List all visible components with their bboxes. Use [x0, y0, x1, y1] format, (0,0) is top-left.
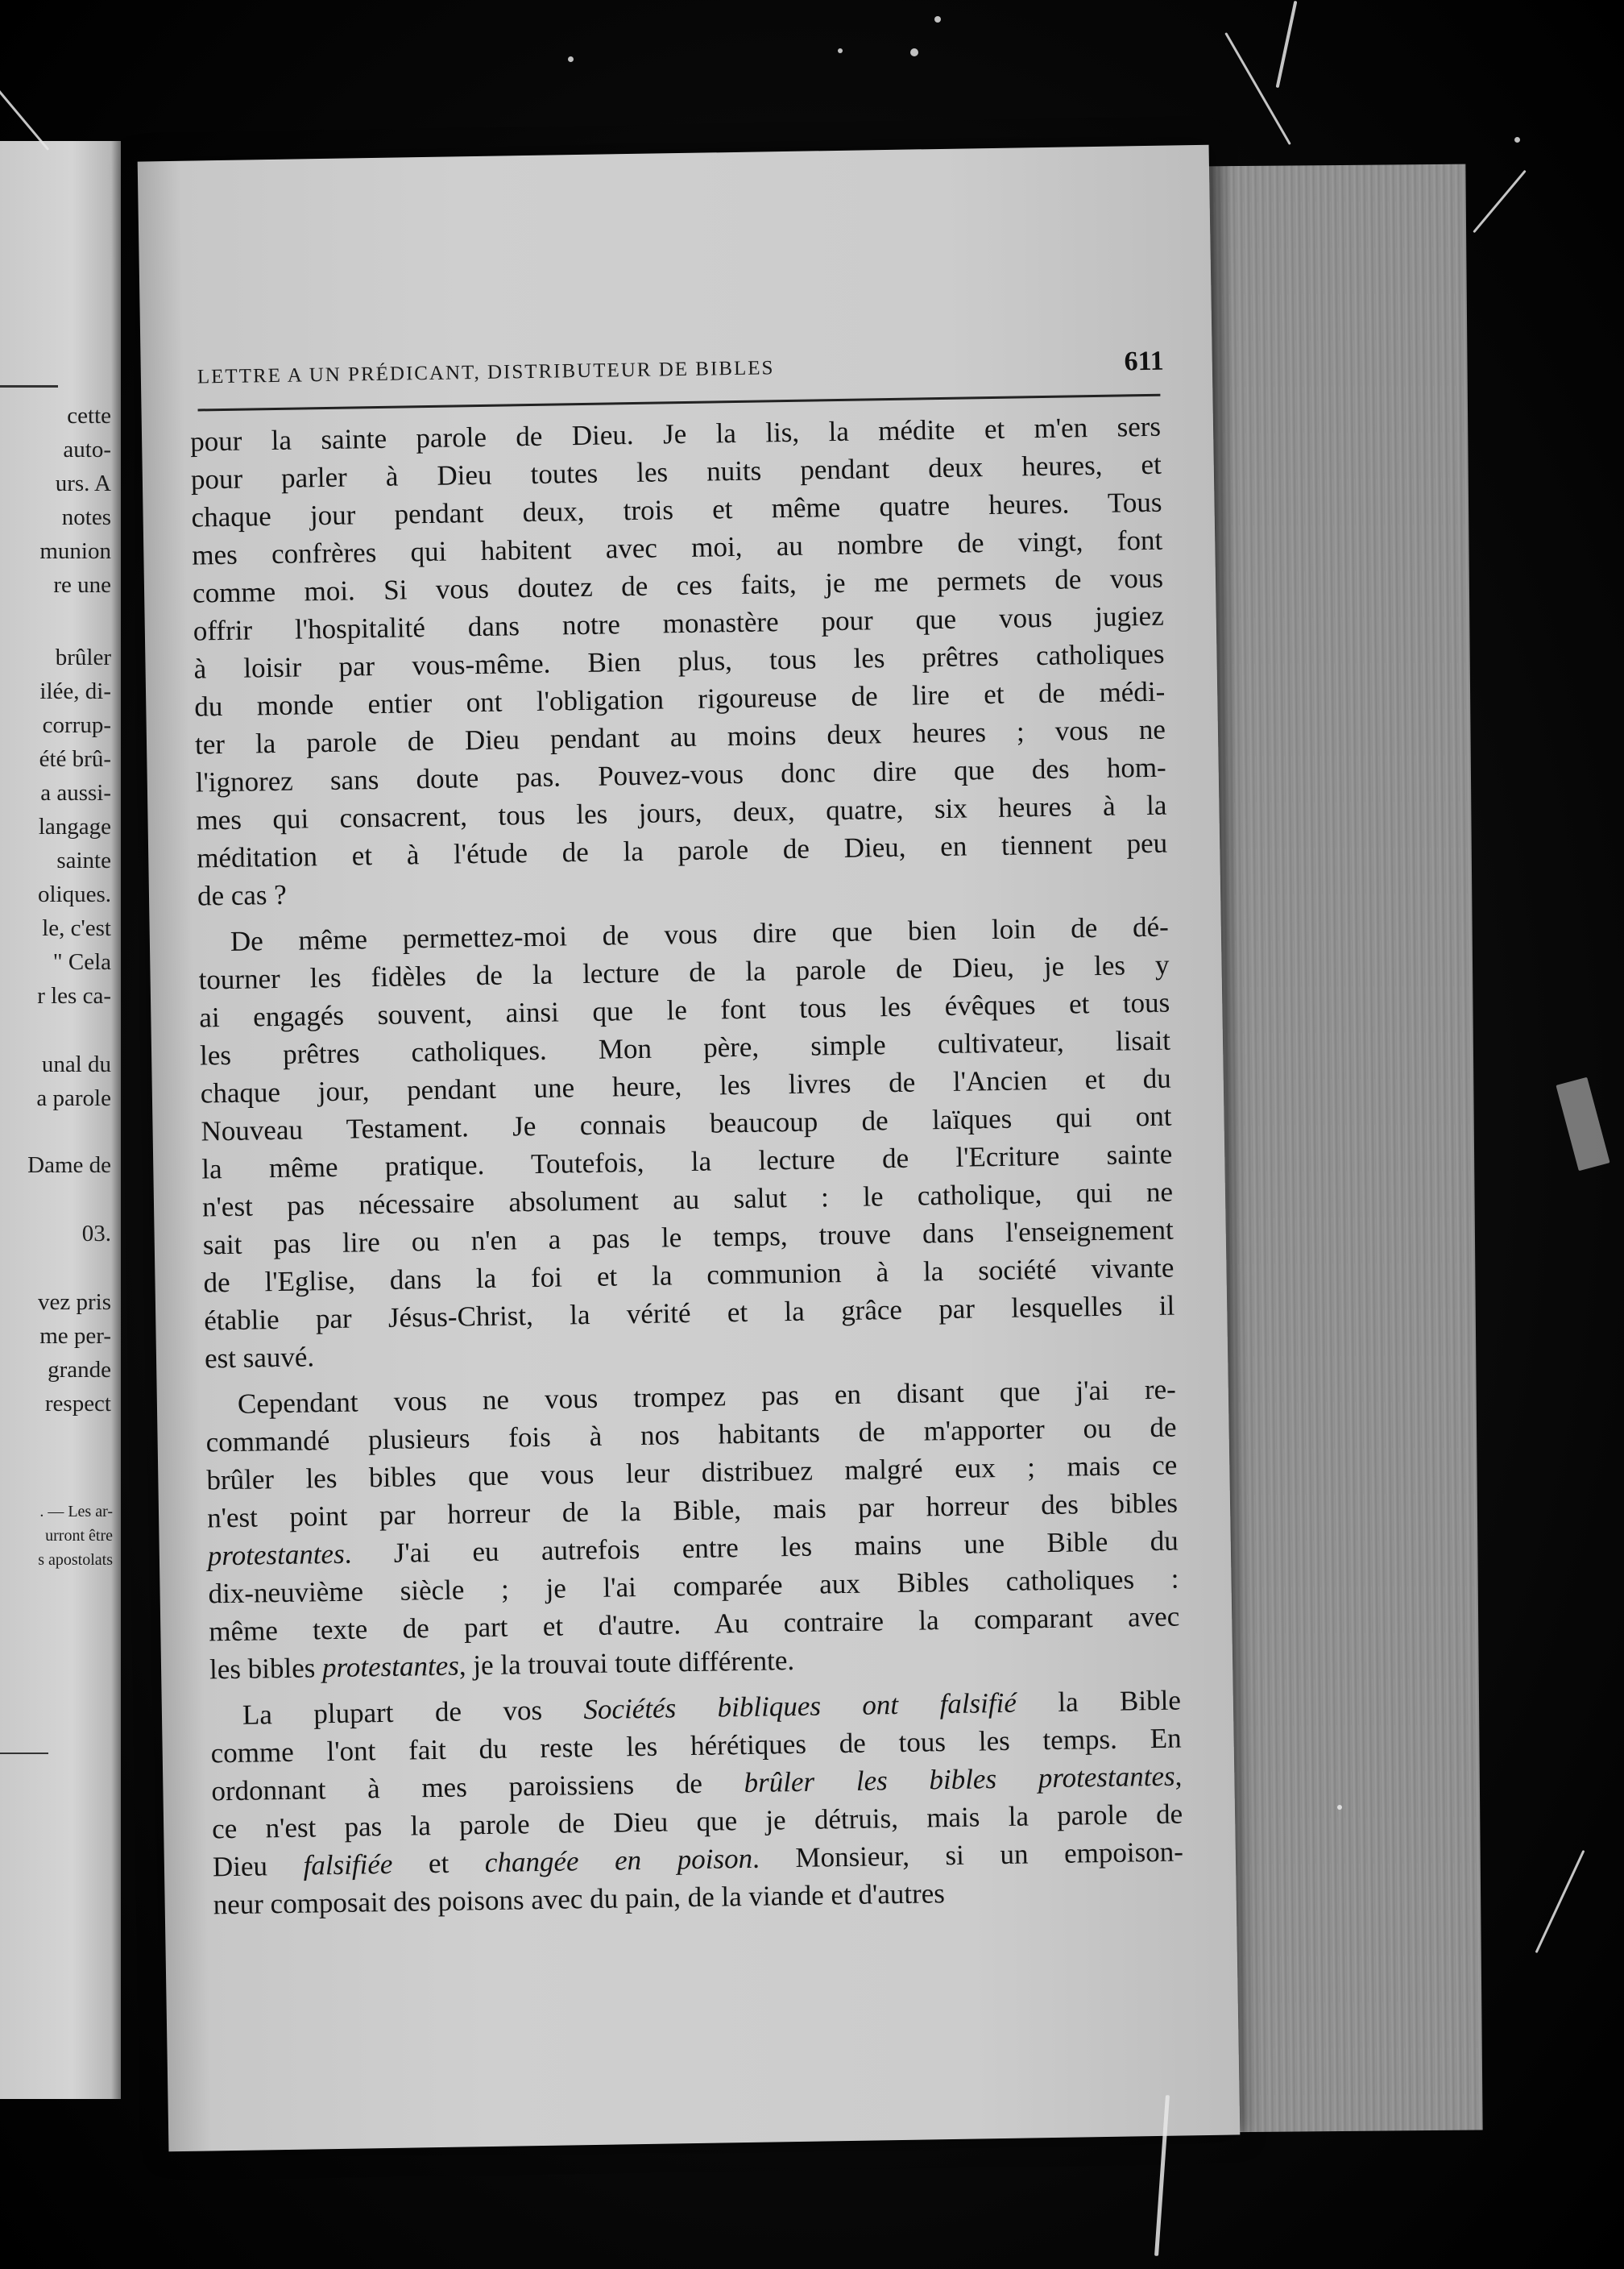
body-text — [190, 407, 1196, 1923]
left-page-text-line: langage — [38, 814, 111, 840]
film-dust — [1514, 137, 1520, 143]
body-text-line: méditation et à l'étude de la parole de Dieu, en tiennent peu — [196, 827, 1168, 874]
body-text-line: du monde entier ont l'obligation rigoureuse de lire et de médi- — [194, 675, 1166, 723]
film-dust — [910, 48, 918, 56]
film-dust — [1337, 1805, 1342, 1810]
left-page-text-line: me per- — [39, 1323, 111, 1349]
body-text-line: chaque jour pendant deux, trois et même quatre heures. Tous — [191, 486, 1162, 533]
left-page-footnote-line: urront être — [45, 1527, 113, 1545]
left-page-text-line: notes — [61, 504, 111, 530]
left-page-text-line: re une — [53, 572, 111, 598]
left-page-text-line: sainte — [56, 848, 111, 873]
body-text-line: sait pas lire ou n'en a pas le temps, trouve dans l'enseignement — [202, 1213, 1174, 1261]
body-text-line: comme l'ont fait du reste les hérétiques de tous les temps. En — [210, 1722, 1182, 1769]
body-text-line: pour la sainte parole de Dieu. Je la lis, la médite et m'en sers — [189, 410, 1162, 458]
body-text-line: Cependant vous ne vous trompez pas en disant que j'ai re- — [237, 1373, 1177, 1420]
body-text-line: de l'Eglise, dans la foi et la communion à la société vivante — [203, 1251, 1174, 1299]
body-text-line: mes qui consacrent, tous les jours, deux, quatre, six heures à la — [196, 789, 1167, 836]
body-text-line: offrir l'hospitalité dans notre monastère pour que vous jugiez — [193, 599, 1164, 647]
body-text-line: Dieu falsifiée et changée en poison. Monsieur, si un empoison- — [212, 1836, 1184, 1883]
left-page-text-line: vez pris — [38, 1289, 111, 1315]
body-text-line: De même permettez-moi de vous dire que bien loin de dé- — [230, 911, 1170, 957]
body-text-line: ordonnant à mes paroissiens de brûler les bibles protestantes, — [211, 1760, 1183, 1807]
body-text-line: chaque jour, pendant une heure, les livres de l'Ancien et du — [200, 1062, 1172, 1110]
body-text-line: à loisir par vous-même. Bien plus, tous les prêtres catholiques — [193, 637, 1165, 685]
body-text-line: dix-neuvième siècle ; je l'ai comparée aux Bibles catholiques : — [208, 1562, 1179, 1610]
body-text-line: tourner les fidèles de la lecture de la parole de Dieu, je les y — [198, 948, 1170, 996]
body-text-line: commandé plusieurs fois à nos habitants de m'apporter ou de — [205, 1411, 1177, 1458]
body-text-line: la même pratique. Toutefois, la lecture de l'Ecriture sainte — [201, 1138, 1173, 1185]
body-text-line: ter la parole de Dieu pendant au moins deux heures ; vous ne — [194, 713, 1166, 761]
body-text-line: neur composait des poisons avec du pain, de la viande et d'autres — [213, 1877, 946, 1921]
left-page-text-line: respect — [44, 1391, 111, 1417]
body-text-line: l'ignorez sans doute pas. Pouvez-vous donc dire que des hom- — [195, 751, 1166, 799]
left-page-text-line: a parole — [36, 1085, 111, 1111]
left-page-text-line: oliques. — [37, 881, 111, 907]
left-page-text-line: ilée, di- — [39, 678, 111, 704]
body-text-line: brûler les bibles que vous leur distribuez malgré eux ; mais ce — [206, 1449, 1178, 1496]
left-page-text-line: corrup- — [42, 712, 111, 738]
left-page-text-line: auto- — [63, 437, 111, 463]
left-page-text-line: a aussi- — [40, 780, 111, 806]
film-dust — [838, 48, 843, 53]
body-text-line: les prêtres catholiques. Mon père, simple cultivateur, lisait — [199, 1024, 1171, 1072]
left-facing-page — [0, 141, 121, 2099]
running-head: LETTRE A UN PRÉDICANT, DISTRIBUTEUR DE BIBLES — [197, 357, 775, 388]
body-text-line: protestantes. J'ai eu autrefois entre les mains une Bible du — [207, 1524, 1179, 1572]
body-text-line: établie par Jésus-Christ, la vérité et la grâce par lesquelles il — [203, 1289, 1175, 1337]
body-text-line: de cas ? — [197, 878, 288, 912]
body-text-line: mes confrères qui habitent avec moi, au nombre de vingt, font — [192, 524, 1163, 571]
left-page-footnote-rule — [0, 1753, 48, 1754]
left-page-text-line: Dame de — [27, 1152, 111, 1178]
left-page-text-line: unal du — [41, 1052, 111, 1077]
page-number: 611 — [1124, 346, 1165, 377]
left-page-text-line: r les ca- — [37, 983, 111, 1009]
body-text-line: même texte de part et d'autre. Au contraire la comparant avec — [209, 1600, 1180, 1648]
left-page-header-rule — [0, 385, 58, 388]
body-text-line: pour parler à Dieu toutes les nuits pendant deux heures, et — [190, 448, 1162, 496]
body-text-line: La plupart de vos Sociétés bibliques ont falsifié la Bible — [242, 1684, 1182, 1731]
body-text-line: Nouveau Testament. Je connais beaucoup de laïques qui ont — [201, 1100, 1172, 1147]
left-page-text-line: cette — [67, 403, 111, 429]
body-text-line: n'est point par horreur de la Bible, mais par horreur des bibles — [206, 1487, 1179, 1534]
left-page-text-line: été brû- — [39, 746, 111, 772]
left-page-text-line: munion — [39, 538, 111, 564]
body-text-line: comme moi. Si vous doutez de ces faits, je me permets de vous — [192, 562, 1164, 609]
body-text-line: est sauvé. — [204, 1341, 315, 1375]
left-page-footnote-line: s apostolats — [38, 1551, 113, 1569]
body-text-line: ai engagés souvent, ainsi que le font tous les évêques et tous — [199, 986, 1170, 1034]
left-page-text-line: urs. A — [55, 471, 111, 496]
left-page-text-line: brûler — [55, 645, 111, 670]
body-text-line: n'est pas nécessaire absolument au salut : le catholique, qui ne — [201, 1176, 1174, 1223]
left-page-text-line: grande — [48, 1357, 111, 1383]
left-page-text-line: le, c'est — [42, 915, 111, 941]
body-text-line: ce n'est pas la parole de Dieu que je détruis, mais la parole de — [211, 1798, 1183, 1845]
body-text-line: les bibles protestantes, je la trouvai toute différente. — [209, 1645, 795, 1686]
left-page-text-line: " Cela — [52, 949, 111, 975]
film-dust — [934, 16, 941, 23]
left-page-text-line: 03. — [81, 1221, 111, 1246]
left-page-footnote-line: . — Les ar- — [39, 1503, 113, 1520]
main-page — [138, 145, 1241, 2152]
film-dust — [568, 56, 574, 62]
